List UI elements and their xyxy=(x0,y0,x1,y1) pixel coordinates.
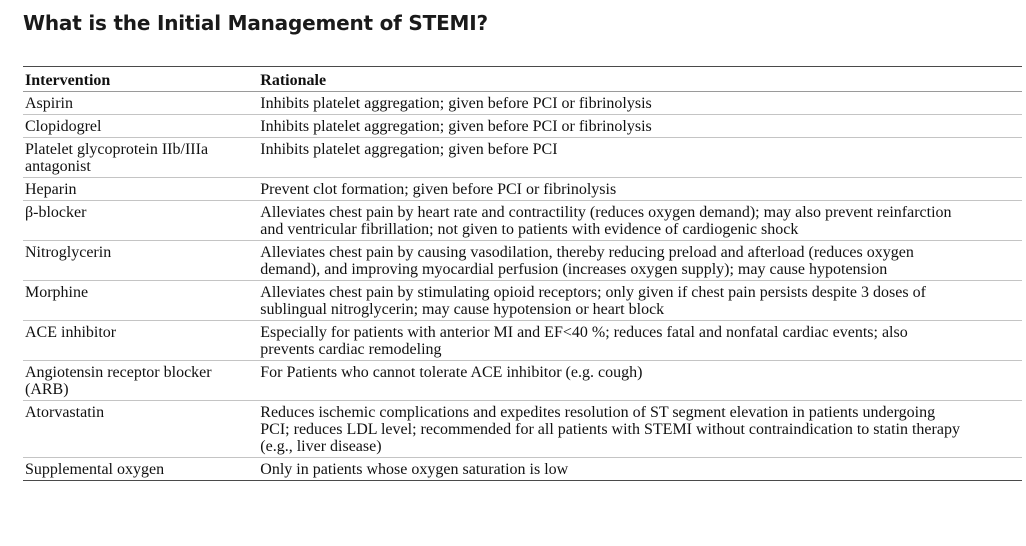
intervention-line: Clopidogrel xyxy=(25,118,102,135)
intervention-cell xyxy=(23,321,258,361)
rationale-line: Inhibits platelet aggregation; given before PCI or fibrinolysis xyxy=(260,95,652,112)
page-title: What is the Initial Management of STEMI? xyxy=(23,11,488,35)
rationale-line: Especially for patients with anterior MI and EF<40 %; reduces fatal and nonfatal cardiac events; also xyxy=(260,324,908,341)
intervention-cell xyxy=(23,92,258,115)
rationale-line: Inhibits platelet aggregation; given before PCI or fibrinolysis xyxy=(260,118,652,135)
intervention-line: Angiotensin receptor blocker xyxy=(25,364,212,381)
intervention-cell xyxy=(23,178,258,201)
rationale-cell xyxy=(258,241,1022,281)
rationale-line: sublingual nitroglycerin; may cause hypotension or heart block xyxy=(260,301,665,318)
rationale-cell xyxy=(258,321,1022,361)
intervention-cell xyxy=(23,361,258,401)
intervention-line: β-blocker xyxy=(25,204,87,221)
rationale-cell xyxy=(258,281,1022,321)
intervention-cell xyxy=(23,241,258,281)
table-row xyxy=(23,321,1022,361)
rationale-line: demand), and improving myocardial perfusion (increases oxygen supply); may cause hypotension xyxy=(260,261,888,278)
rationale-line: Only in patients whose oxygen saturation is low xyxy=(260,461,569,478)
rationale-line: Prevent clot formation; given before PCI or fibrinolysis xyxy=(260,181,617,198)
intervention-line: Supplemental oxygen xyxy=(25,461,165,478)
rationale-line: Alleviates chest pain by causing vasodilation, thereby reducing preload and afterload (reduces oxygen xyxy=(260,244,914,261)
rationale-line: Inhibits platelet aggregation; given before PCI xyxy=(260,141,558,158)
table-header-row xyxy=(23,69,1022,92)
rationale-cell xyxy=(258,92,1022,115)
intervention-line: Morphine xyxy=(25,284,89,301)
intervention-line: Nitroglycerin xyxy=(25,244,112,261)
table-body xyxy=(23,92,1022,481)
table-row xyxy=(23,201,1022,241)
management-table xyxy=(23,69,1022,481)
rationale-line: PCI; reduces LDL level; recommended for all patients with STEMI without contraindication to statin therapy xyxy=(260,421,960,438)
table-row xyxy=(23,92,1022,115)
intervention-cell xyxy=(23,458,258,481)
intervention-line: (ARB) xyxy=(25,381,69,398)
table-row xyxy=(23,401,1022,458)
table-row xyxy=(23,178,1022,201)
rationale-line: (e.g., liver disease) xyxy=(260,438,382,455)
intervention-line: Platelet glycoprotein IIb/IIIa xyxy=(25,141,209,158)
table-row xyxy=(23,115,1022,138)
rationale-cell xyxy=(258,401,1022,458)
intervention-line: antagonist xyxy=(25,158,91,175)
rationale-line: Reduces ischemic complications and expedites resolution of ST segment elevation in patients undergoing xyxy=(260,404,936,421)
rationale-line: prevents cardiac remodeling xyxy=(260,341,442,358)
intervention-cell xyxy=(23,138,258,178)
rationale-line: For Patients who cannot tolerate ACE inhibitor (e.g. cough) xyxy=(260,364,643,381)
table-row xyxy=(23,138,1022,178)
table-row xyxy=(23,241,1022,281)
rationale-line: Alleviates chest pain by heart rate and contractility (reduces oxygen demand); may also prevent reinfarction xyxy=(260,204,952,221)
intervention-cell xyxy=(23,115,258,138)
rationale-cell xyxy=(258,138,1022,178)
intervention-cell xyxy=(23,281,258,321)
table-top-rule xyxy=(23,66,1022,67)
rationale-column-header: Rationale xyxy=(258,69,1022,92)
intervention-line: Aspirin xyxy=(25,95,73,112)
table-row xyxy=(23,458,1022,481)
table-row xyxy=(23,361,1022,401)
table-row xyxy=(23,281,1022,321)
intervention-line: Heparin xyxy=(25,181,77,198)
rationale-cell xyxy=(258,201,1022,241)
rationale-cell xyxy=(258,361,1022,401)
rationale-cell xyxy=(258,178,1022,201)
rationale-line: Alleviates chest pain by stimulating opioid receptors; only given if chest pain persists despite 3 doses of xyxy=(260,284,926,301)
intervention-column-header: Intervention xyxy=(23,69,258,92)
rationale-line: and ventricular fibrillation; not given to patients with evidence of cardiogenic shock xyxy=(260,221,799,238)
rationale-cell xyxy=(258,458,1022,481)
intervention-line: Atorvastatin xyxy=(25,404,105,421)
intervention-cell xyxy=(23,401,258,458)
intervention-line: ACE inhibitor xyxy=(25,324,117,341)
intervention-cell xyxy=(23,201,258,241)
rationale-cell xyxy=(258,115,1022,138)
